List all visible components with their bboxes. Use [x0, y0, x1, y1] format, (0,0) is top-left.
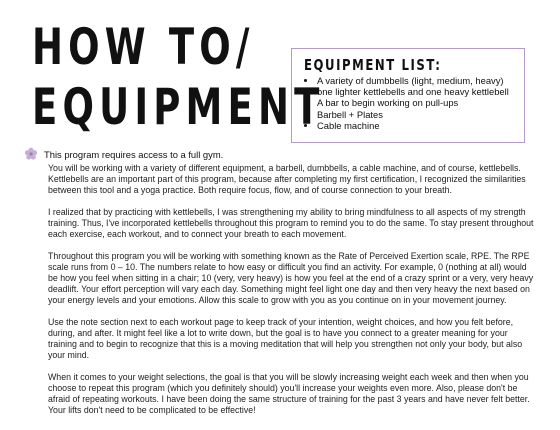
equipment-list-box: [291, 48, 525, 143]
page-title-line-1: HOW TO/: [32, 18, 255, 76]
equipment-item: • one lighter kettlebells and one heavy kettlebell: [317, 86, 518, 97]
page-title-line-2: EQUIPMENT: [32, 78, 325, 136]
paragraph-weight-selection: When it comes to your weight selections, the goal is that you will be slowly increasing weight each week and then when you choose to repeat this program (which you definitely should) you'll increase your weights even more. Also, please don't be afraid of repeating workouts. I have been doing the same structure of training for the past 3 years and have never felt better. Your lifts don't need to be complicated to be effective!: [48, 372, 530, 415]
paragraph-kettlebells-intro: You will be working with a variety of different equipment, a barbell, dumbbells, a cable machine, and of course, kettlebells. Kettlebells are an important part of this program, because after completing my first certification, I recognized the similarities between this tool and a yoga practice. Both require focus, flow, and of course connection to your breath.: [48, 163, 526, 195]
equipment-item: • Barbell + Plates: [317, 109, 518, 120]
paragraph-mindfulness: I realized that by practicing with kettlebells, I was strengthening my ability to bring mindfulness to all aspects of my strength training. Thus, I've incorporated kettlebells throughout this program to remind you to do the same. To stay present throughout each exercise, each workout, and to connect your breath to each movement.: [48, 207, 534, 239]
equipment-item: • Cable machine: [317, 120, 518, 131]
equipment-item: • A bar to begin working on pull-ups: [317, 97, 518, 108]
equipment-list: [304, 75, 518, 131]
paragraph-note-section: Use the note section next to each workout page to keep track of your intention, weight choices, and how you felt before, during, and after. It might feel like a lot to write down, but the goal is to have you connect to a greater meaning for your training and to begin to recognize that this is a moving meditation that will help you strengthen not only your body, but also your mind.: [48, 317, 523, 360]
body-text: [48, 163, 538, 427]
intro-line: [24, 147, 223, 161]
intro-text: This program requires access to a full gym.: [44, 148, 224, 160]
equipment-item: • A variety of dumbbells (light, medium, heavy): [317, 75, 518, 86]
flower-icon: [24, 147, 38, 161]
paragraph-rpe-scale: Throughout this program you will be working with something known as the Rate of Perceived Exertion scale, RPE. The RPE scale runs from 0 – 10. The numbers relate to how easy or difficult you find an activity. For example, 0 (nothing at all) would be how you feel when sitting in a chair; 10 (very, very heavy) is how you feel at the end of a crazy sprint or a very, very heavy deadlift. Your effort perception will vary each day. Something might feel light one day and then very heavy the next based on your energy levels and your emotions. Allow this scale to grow with you as you continue on in your movement journey.: [48, 251, 534, 305]
equipment-list-heading: EQUIPMENT LIST:: [304, 56, 442, 74]
